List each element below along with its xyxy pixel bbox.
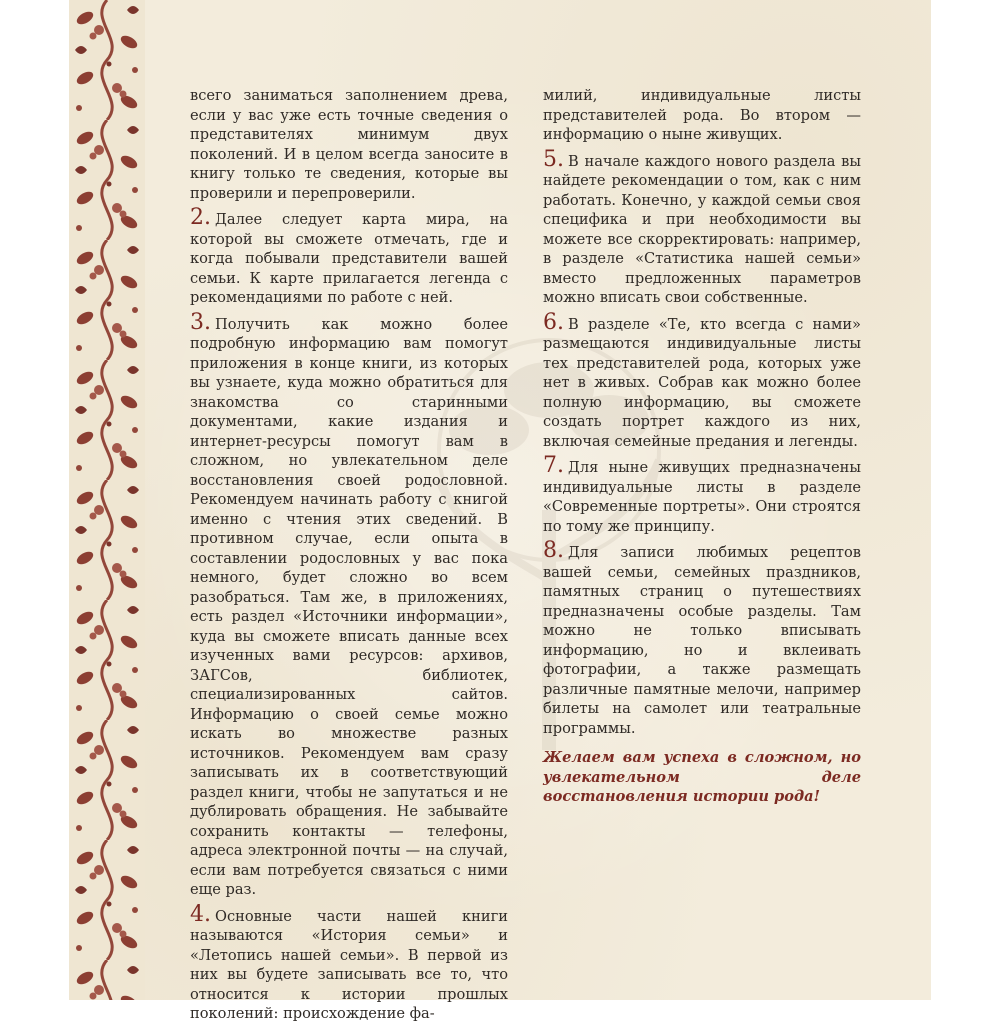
item-text: Основные части нашей книги называются «История семьи» и «Летопись нашей семьи». В первой из них вы будете записывать все то, что относится к истории прошлых поколений: происхождение фа- [190, 907, 508, 1022]
closing-wish: Желаем вам успеха в сложном, но увлекательном деле восстановления истории рода! [543, 749, 861, 805]
item-text: Для записи любимых рецептов вашей семьи, семейных праздников, памятных страниц о путешествиях предназначены особые разделы. Там можно не только вписывать информацию, но и вклеивать фотографии, а также размещать различные памятные мелочи, например билеты на самолет или театральные программы. [543, 544, 861, 737]
item-text: Далее следует карта мира, на которой вы сможете отмечать, где и когда побывали представители вашей семьи. К карте прилагается легенда с рекомендациями по работе с ней. [190, 211, 508, 306]
list-item-4 [190, 901, 508, 1024]
list-item-2 [190, 205, 508, 308]
item-number: 7. [543, 453, 564, 478]
list-item-8 [543, 538, 861, 738]
list-item-6 [543, 309, 861, 452]
item-number: 6. [543, 309, 564, 335]
item-number: 5. [543, 146, 564, 172]
item-number: 8. [543, 538, 564, 563]
item-text: Для ныне живущих предназначены индивидуальные листы в разделе «Современные портреты». Они строятся по тому же принципу. [543, 459, 861, 535]
list-item-3 [190, 309, 508, 900]
intro-paragraph: всего заниматься заполнением древа, если у вас уже есть точные сведения о представителях минимум двух поколений. И в целом всегда заносите в книгу только те сведения, которые вы проверили и перепроверили. [190, 87, 508, 202]
item-text: Получить как можно более подробную информацию вам помогут приложения в конце книги, из которых вы узнаете, куда можно обратиться для знакомства со старинными документами, какие издания и интернет-ресурсы помогут вам в сложном, но увлекательном деле восстановления своей родословной. Рекомендуем начинать работу с книгой именно с чтения этих сведений. В противном случае, если опыта в составлении родословных у вас пока немного, будет сложно во всем разобраться. Там же, в приложениях, есть раздел «Источники информации», куда вы сможете вписать данные всех изученных вами ресурсов: архивов, ЗАГСов, библиотек, специализированных сайтов. Информацию о своей семье можно искать во множестве разных источников. Рекомендуем вам сразу записывать их в соответствующий раздел книги, чтобы не запутаться и не дублировать обращения. Не забывайте сохранить контакты — телефоны, адреса электронной почты — на случай, если вам потребуется связаться с ними еще раз. [190, 315, 508, 898]
book-page [69, 0, 931, 1022]
item-number: 2. [190, 205, 211, 230]
floral-border-ornament-icon [69, 0, 145, 1000]
list-item-5 [543, 146, 861, 308]
left-text-column [190, 86, 508, 1029]
item-text: В разделе «Те, кто всегда с нами» размещаются индивидуальные листы тех представителей рода, которых уже нет в живых. Собрав как можно более полную информацию, вы сможете создать портрет каждого из них, включая семейные предания и легенды. [543, 315, 861, 450]
item-text: В начале каждого нового раздела вы найдете рекомендации о том, как с ним работать. Конечно, у каждой семьи своя специфика и при необходимости вы можете все скорректировать: например, в разделе «Статистика нашей семьи» вместо предложенных параметров можно вписать свои собственные. [543, 152, 861, 306]
continuation-paragraph: милий, индивидуальные листы представителей рода. Во втором — информацию о ныне живущих. [543, 87, 861, 143]
item-number: 4. [190, 901, 211, 927]
item-number: 3. [190, 309, 211, 335]
right-text-column [543, 86, 861, 812]
list-item-7 [543, 453, 861, 536]
